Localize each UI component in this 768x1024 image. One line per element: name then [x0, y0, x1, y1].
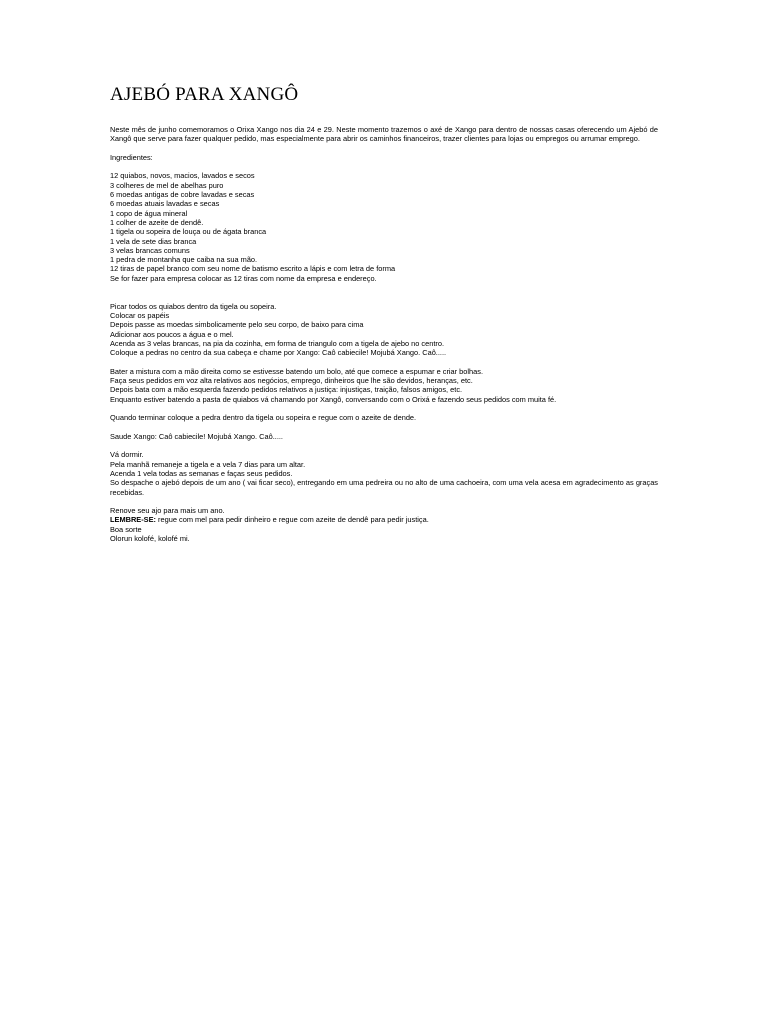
ingredient-item: 1 pedra de montanha que caiba na sua mão. — [110, 255, 258, 265]
closing-line: Boa sorte — [110, 524, 142, 534]
step-line: Coloque a pedras no centro da sua cabeça e chame por Xango: Caô cabiecile! Mojubá Xango. Caô..... — [110, 348, 447, 358]
after-steps — [110, 450, 658, 496]
document-body — [110, 125, 658, 543]
step-line: Faça seus pedidos em voz alta relativos aos negócios, emprego, dinheiros que lhe são devidos, heranças, etc. — [110, 376, 473, 386]
ingredient-item: 1 colher de azeite de dendê. — [110, 217, 204, 227]
step-line: Colocar os papéis — [110, 310, 170, 320]
step-line: Vá dormir. — [110, 450, 144, 460]
lembre-line — [110, 515, 658, 524]
step-line: Pela manhã remaneje a tigela e a vela 7 dias para um altar. — [110, 459, 306, 469]
despacho-paragraph: So despache o ajebó depois de um ano ( vai ficar seco), entregando em uma pedreira ou no alto de uma cachoeira, com uma vela acesa em agradecimento as graças recebidas. — [110, 478, 658, 497]
ingredient-item: 1 vela de sete dias branca — [110, 236, 197, 246]
ingredient-item: 12 quiabos, novos, macios, lavados e secos — [110, 171, 255, 181]
ingredient-item: Se for fazer para empresa colocar as 12 tiras com nome da empresa e endereço. — [110, 273, 377, 283]
ingredient-item: 1 copo de água mineral — [110, 208, 188, 218]
closing-section — [110, 506, 658, 543]
ingredient-item: 12 tiras de papel branco com seu nome de batismo escrito a lápis e com letra de forma — [110, 264, 396, 274]
mixing-steps — [110, 367, 658, 404]
step-line: Depois bata com a mão esquerda fazendo pedidos relativos a justiça: injustiças, traição, falsos amigos, etc. — [110, 385, 463, 395]
step-line: Picar todos os quiabos dentro da tigela ou sopeira. — [110, 301, 277, 311]
step-line: Adicionar aos poucos a água e o mel. — [110, 329, 234, 339]
document-title: AJEBÓ PARA XANGÔ — [110, 84, 299, 105]
ingredients-heading: Ingredientes: — [110, 152, 153, 162]
salute-line: Saude Xango: Caô cabiecile! Mojubá Xango. Caô..... — [110, 431, 283, 441]
lembre-label: LEMBRE-SE: — [110, 515, 156, 525]
ingredient-item: 6 moedas atuais lavadas e secas — [110, 199, 220, 209]
ingredient-item: 3 velas brancas comuns — [110, 245, 190, 255]
step-line: Bater a mistura com a mão direita como se estivesse batendo um bolo, até que comece a espumar e criar bolhas. — [110, 366, 484, 376]
preparation-steps — [110, 302, 658, 358]
ingredient-item: 1 tigela ou sopeira de louça ou de ágata branca — [110, 227, 267, 237]
step-line: Acenda as 3 velas brancas, na pia da cozinha, em forma de triangulo com a tigela de ajebo no centro. — [110, 338, 445, 348]
step-line: Enquanto estiver batendo a pasta de quiabos vá chamando por Xangô, conversando com o Orixá e fazendo seus pedidos com muita fé. — [110, 394, 557, 404]
intro-paragraph: Neste mês de junho comemoramos o Orixa Xango nos dia 24 e 29. Neste momento trazemos o axé de Xango para dentro de nossas casas oferecendo um Ajebó de Xangô que serve para fazer qualquer pedido, mas especialmente para abrir os caminhos financeiros, trazer clientes para lojas ou empregos ou arrumar emprego. — [110, 125, 658, 144]
renew-line: Renove seu ajo para mais um ano. — [110, 506, 225, 516]
step-line: Acenda 1 vela todas as semanas e faças seus pedidos. — [110, 468, 293, 478]
finish-line: Quando terminar coloque a pedra dentro da tigela ou sopeira e regue com o azeite de dende. — [110, 413, 417, 423]
ingredients-list — [110, 171, 658, 283]
ingredient-item: 3 colheres de mel de abelhas puro — [110, 180, 224, 190]
lembre-text: regue com mel para pedir dinheiro e regue com azeite de dendê para pedir justiça. — [156, 515, 429, 525]
ingredient-item: 6 moedas antigas de cobre lavadas e secas — [110, 190, 255, 200]
closing-line: Olorun kolofé, kolofé mi. — [110, 534, 190, 544]
step-line: Depois passe as moedas simbolicamente pelo seu corpo, de baixo para cima — [110, 320, 364, 330]
